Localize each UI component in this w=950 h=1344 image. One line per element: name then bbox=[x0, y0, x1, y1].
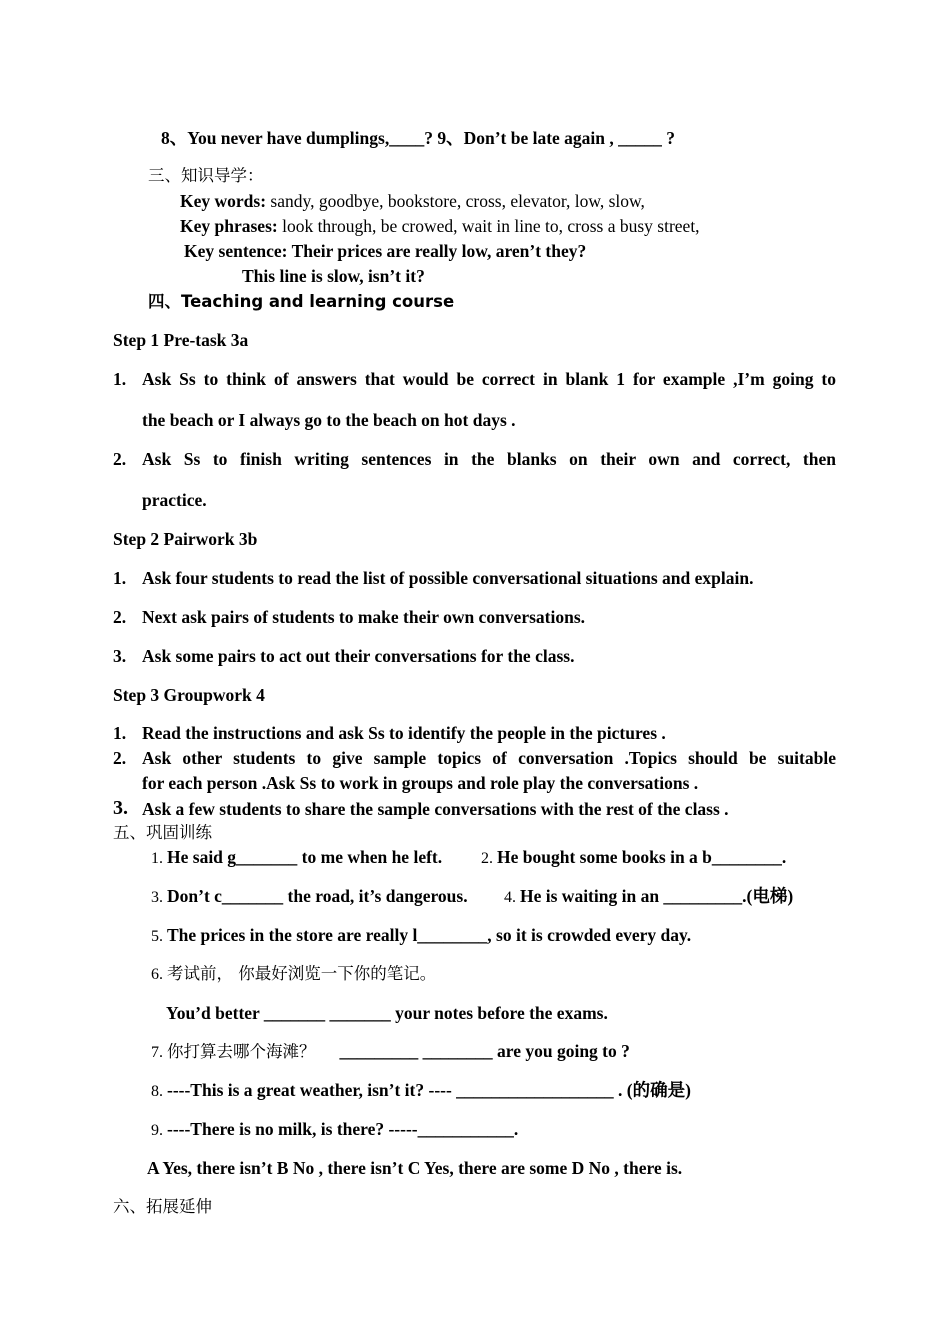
step3-item-2-line1: Ask other students to give sample topics of conversation .Topics should be suitable bbox=[142, 748, 836, 768]
practice-q5-num: 5. bbox=[151, 928, 163, 945]
course-heading bbox=[148, 290, 454, 313]
exercise-8-9: 8、You never have dumplings,____? 9、Don’t be late again , _____ ? bbox=[161, 128, 676, 148]
practice-heading: 五、巩固训练 bbox=[113, 823, 212, 842]
step1-item-1-line2: the beach or I always go to the beach on hot days . bbox=[142, 410, 516, 430]
practice-q9-text: ----There is no milk, is there? -----___________. bbox=[167, 1119, 519, 1139]
step1-title: Step 1 Pre-task 3a bbox=[113, 330, 249, 350]
practice-q6-cn-line bbox=[151, 962, 436, 986]
practice-q4 bbox=[504, 885, 793, 909]
extension-heading: 六、拓展延伸 bbox=[113, 1197, 212, 1216]
practice-q3-text: Don’t c_______ the road, it’s dangerous. bbox=[167, 886, 468, 906]
practice-q2-num: 2. bbox=[481, 850, 493, 867]
practice-q7-num: 7. bbox=[151, 1044, 163, 1061]
practice-q1-num: 1. bbox=[151, 850, 163, 867]
practice-q4-num: 4. bbox=[504, 889, 516, 906]
step3-item-1-num: 1. bbox=[113, 723, 127, 743]
step2-item-1-num: 1. bbox=[113, 568, 127, 588]
practice-q1-text: He said g_______ to me when he left. bbox=[167, 847, 443, 867]
step2-item-1-text: Ask four students to read the list of possible conversational situations and explain. bbox=[142, 568, 754, 588]
step3-item-2-line2: for each person .Ask Ss to work in groups and role play the conversations . bbox=[142, 773, 699, 793]
practice-q9-options: A Yes, there isn’t B No , there isn’t C Yes, there are some D No , there is. bbox=[147, 1158, 683, 1178]
key-words-text: sandy, goodbye, bookstore, cross, elevator, low, slow, bbox=[266, 191, 645, 211]
practice-q1 bbox=[151, 846, 442, 870]
step2-item-3-text: Ask some pairs to act out their conversations for the class. bbox=[142, 646, 575, 666]
key-words-line bbox=[180, 190, 645, 212]
step1-item-1-num: 1. bbox=[113, 369, 127, 389]
key-phrases-label: Key phrases: bbox=[180, 216, 278, 236]
practice-q2-text: He bought some books in a b________. bbox=[497, 847, 787, 867]
step2-title: Step 2 Pairwork 3b bbox=[113, 529, 258, 549]
key-words-label: Key words: bbox=[180, 191, 267, 211]
step2-item-2-text: Next ask pairs of students to make their own conversations. bbox=[142, 607, 586, 627]
course-heading-text: 四、Teaching and learning course bbox=[148, 292, 455, 311]
key-phrases-line bbox=[180, 215, 700, 237]
practice-q7-cn: 你打算去哪个海滩？ bbox=[167, 1042, 316, 1061]
step1-item-1-line1: Ask Ss to think of answers that would be correct in blank 1 for example ,I’m going to bbox=[142, 369, 836, 389]
step3-item-2-num: 2. bbox=[113, 748, 127, 768]
key-phrases-text: look through, be crowed, wait in line to, cross a busy street, bbox=[277, 216, 700, 236]
step3-item-1-text: Read the instructions and ask Ss to identify the people in the pictures . bbox=[142, 723, 666, 743]
step2-item-2-num: 2. bbox=[113, 607, 127, 627]
step3-item-3-text: Ask a few students to share the sample conversations with the rest of the class . bbox=[142, 799, 729, 819]
practice-q7-en: _________ ________ are you going to ? bbox=[339, 1041, 630, 1061]
step1-item-2-line1: Ask Ss to finish writing sentences in the blanks on their own and correct, then bbox=[142, 449, 836, 469]
practice-q3 bbox=[151, 885, 468, 909]
practice-q5 bbox=[151, 924, 691, 948]
practice-q5-text: The prices in the store are really l________, so it is crowded every day. bbox=[167, 925, 692, 945]
step1-item-2-num: 2. bbox=[113, 449, 127, 469]
step3-title: Step 3 Groupwork 4 bbox=[113, 685, 265, 705]
practice-q8 bbox=[151, 1079, 691, 1103]
practice-q9-num: 9. bbox=[151, 1122, 163, 1139]
practice-q6-num: 6. bbox=[151, 966, 163, 983]
practice-q2 bbox=[481, 846, 786, 870]
step2-item-3-num: 3. bbox=[113, 646, 127, 666]
practice-q3-num: 3. bbox=[151, 889, 163, 906]
practice-q6-cn: 考试前， 你最好浏览一下你的笔记。 bbox=[167, 964, 437, 983]
practice-q8-num: 8. bbox=[151, 1083, 163, 1100]
practice-q7 bbox=[151, 1040, 630, 1064]
step3-item-3-num: 3. bbox=[113, 797, 128, 819]
step1-item-2-line2: practice. bbox=[142, 490, 207, 510]
practice-q4-text: He is waiting in an _________.(电梯) bbox=[520, 886, 794, 906]
key-sentence-2: This line is slow, isn’t it? bbox=[242, 266, 425, 286]
knowledge-heading: 三、知识导学： bbox=[148, 166, 264, 185]
practice-q8-text: ----This is a great weather, isn’t it? ---- __________________ . (的确是) bbox=[167, 1080, 691, 1100]
practice-q9 bbox=[151, 1118, 518, 1142]
key-sentence-1: Key sentence: Their prices are really low, aren’t they? bbox=[184, 241, 587, 261]
practice-q6-en: You’d better _______ _______ your notes before the exams. bbox=[166, 1003, 608, 1023]
